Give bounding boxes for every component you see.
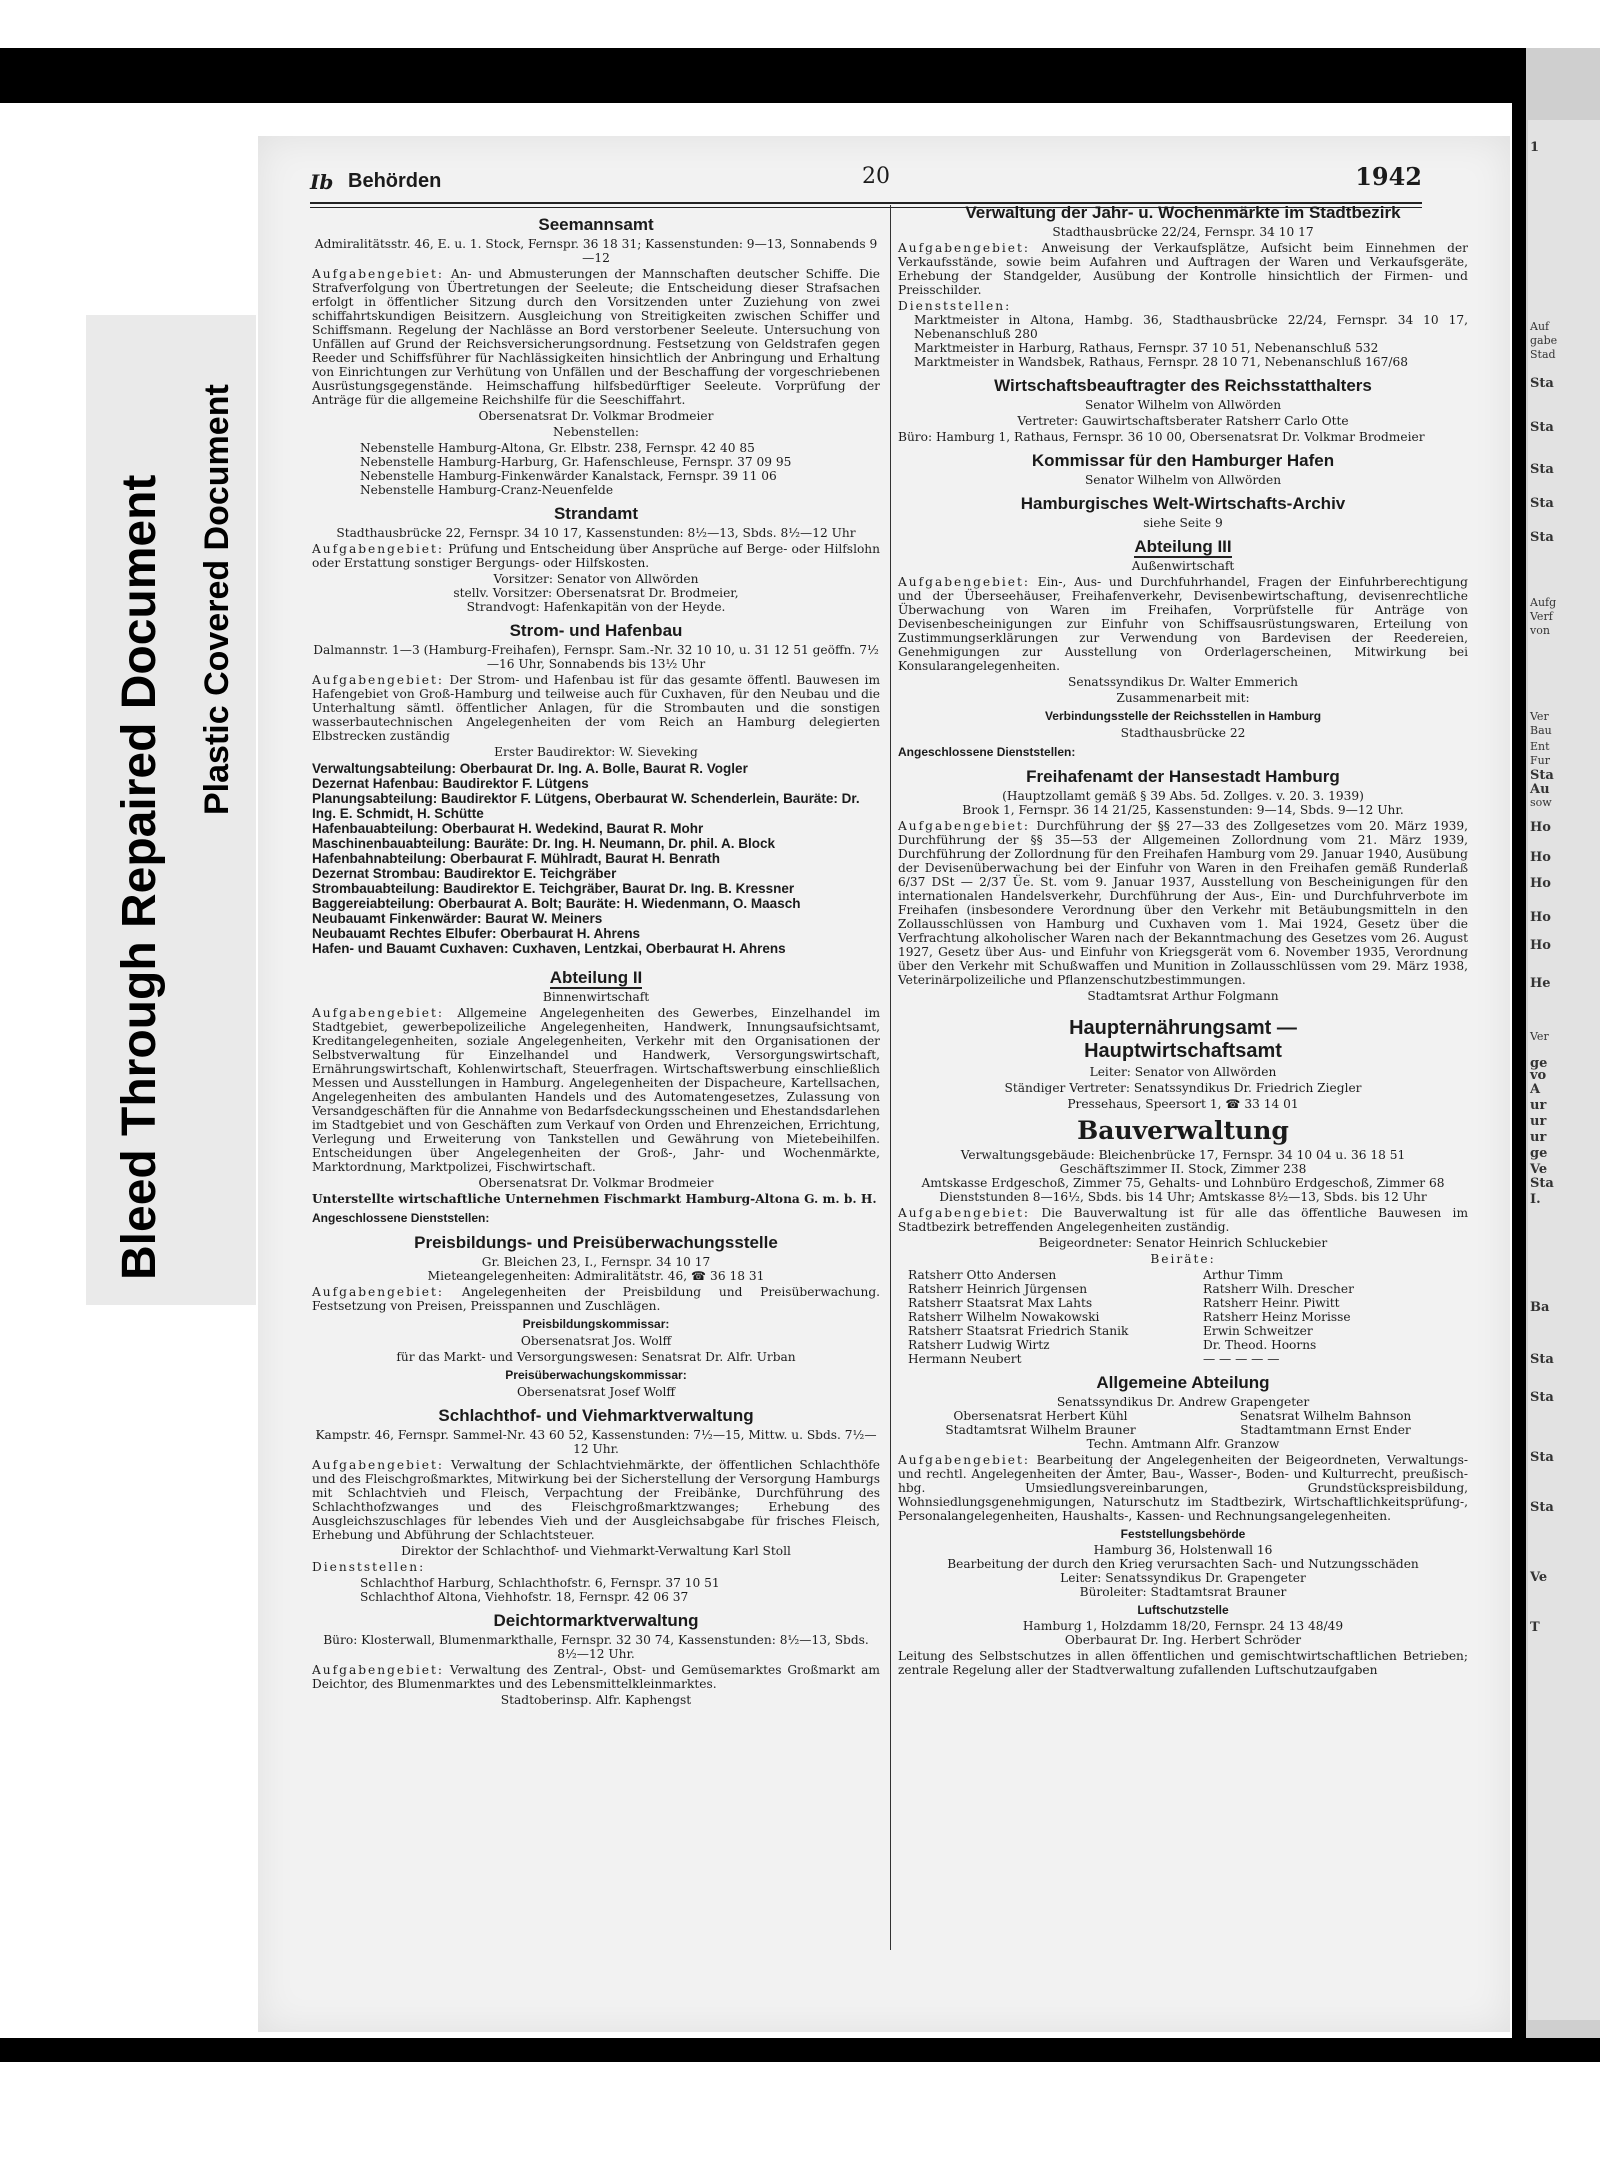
leader: Leiter: Senatssyndikus Dr. Grapengeter [1060, 1571, 1306, 1585]
header-year: 1942 [1355, 162, 1422, 191]
department-item: Strombauabteilung: Baudirektor E. Teichgräber, Baurat Dr. Ing. B. Kressner [312, 881, 795, 896]
subheading: Zusammenarbeit mit: [1116, 691, 1250, 705]
adjacent-page-fragment: He [1530, 976, 1551, 991]
adjacent-page-fragment: Sta [1530, 496, 1554, 511]
department-item: Maschinenbauabteilung: Bauräte: Dr. Ing. H. Neumann, Dr. phil. A. Block [312, 836, 776, 851]
subheading: Angeschlossene Dienststellen: [312, 1211, 490, 1225]
adjacent-page-fragment: von [1530, 624, 1550, 637]
list-item: Dr. Theod. Hoorns [1203, 1338, 1317, 1352]
scan-border-bottom [0, 2038, 1600, 2062]
leader: Erster Baudirektor: W. Sieveking [494, 745, 698, 759]
label-bleed-through: Bleed Through Repaired Document [113, 474, 166, 1280]
adjacent-page-fragment: 1 [1530, 140, 1540, 155]
department-item: Neubauamt Finkenwärder: Baurat W. Meiners [312, 911, 603, 926]
subheading: Außenwirtschaft [1131, 559, 1235, 573]
adjacent-page-fragment: gabe [1530, 334, 1558, 347]
subsidiary: Unterstellte wirtschaftliche Unternehmen Fischmarkt Hamburg-Altona G. m. b. H. [312, 1192, 877, 1206]
list-item: Nebenstelle Hamburg-Harburg, Gr. Hafenschleuse, Fernspr. 37 09 95 [360, 455, 792, 469]
adjacent-page [1528, 120, 1600, 2020]
heading-seemannsamt: Seemannsamt [538, 215, 654, 234]
list-item: Marktmeister in Wandsbek, Rathaus, Fernspr. 28 10 71, Nebenanschluß 167/68 [914, 355, 1408, 369]
department-item: Dezernat Hafenbau: Baudirektor F. Lütgens [312, 776, 589, 791]
address: Stadthausbrücke 22, Fernspr. 34 10 17, Kassenstunden: 8½—13, Sbds. 8½—12 Uhr [336, 526, 856, 540]
adjacent-page-fragment: Ver [1530, 710, 1549, 723]
list-item: Ratsherr Heinrich Jürgensen [908, 1282, 1088, 1296]
paragraph: Aufgabengebiet: Verwaltung des Zentral-, Obst- und Gemüsemarktes Großmarkt am Deichtor, des Blumenmarktes und des Lebensmittelkleinmarktes. [312, 1663, 880, 1691]
address: Kampstr. 46, Fernspr. Sammel-Nr. 43 60 52, Kassenstunden: 7½—15, Mittw. u. Sbds. 7½—12 Uhr. [315, 1428, 877, 1456]
paragraph: Aufgabengebiet: Angelegenheiten der Preisbildung und Preisüberwachung. Festsetzung von Preisen, Preisspannen und Zuschlägen. [312, 1285, 881, 1313]
adjacent-page-fragment: Ho [1530, 850, 1551, 865]
heading-feststellungsbehoerde: Feststellungsbehörde [1120, 1527, 1246, 1541]
adjacent-page-fragment: Ver [1530, 1030, 1549, 1043]
address: Admiralitätsstr. 46, E. u. 1. Stock, Fernspr. 36 18 31; Kassenstunden: 9—13, Sonnabends 9—12 [314, 237, 878, 265]
adjacent-page-fragment: Ve [1530, 1570, 1548, 1585]
header-title: Behörden [348, 170, 442, 192]
adjacent-page-fragment: Fur [1530, 754, 1550, 767]
page-number: 20 [862, 164, 890, 189]
leader: Senatssyndikus Dr. Andrew Grapengeter [1056, 1395, 1310, 1409]
subheading: Nebenstellen: [552, 425, 640, 439]
left-column [312, 208, 880, 1709]
label-plastic-covered: Plastic Covered Document [198, 384, 236, 815]
list-item: Erwin Schweitzer [1203, 1324, 1313, 1338]
department-item: Neubauamt Rechtes Elbufer: Oberbaurat H. Ahrens [312, 926, 641, 941]
section-mark: Ib [310, 170, 334, 194]
heading-abteilung-3: Abteilung III [1134, 537, 1232, 556]
heading-hauptern-aehrungsamt: Haupternährungsamt — Hauptwirtschaftsamt [1069, 1017, 1297, 1062]
heading-deichtormarkt: Deichtormarktverwaltung [493, 1611, 699, 1630]
address: Mieteangelegenheiten: Admiralitätstr. 46, ☎ 36 18 31 [427, 1269, 765, 1283]
heading-strom-hafenbau: Strom- und Hafenbau [509, 621, 683, 640]
list-item: Ratsherr Staatsrat Friedrich Stanik [908, 1324, 1129, 1338]
adjacent-page-fragment: Sta [1530, 1450, 1554, 1465]
subheading: Dienststellen: [312, 1560, 426, 1574]
beiraete-right [1173, 1268, 1468, 1366]
adjacent-page-fragment: A [1530, 1082, 1541, 1097]
address: Stadthausbrücke 22 [1120, 726, 1246, 740]
column-divider [890, 205, 891, 1950]
adjacent-page-fragment: Auf [1530, 320, 1550, 333]
subheading: Dienststellen: [898, 299, 1012, 313]
department-item: Baggereiabteilung: Oberbaurat A. Bolt; Bauräte: H. Wiedenmann, O. Maasch [312, 896, 801, 911]
adjacent-page-fragment: T [1530, 1620, 1540, 1635]
adjacent-page-fragment: Ho [1530, 876, 1551, 891]
adjacent-page-fragment: ur [1530, 1098, 1547, 1113]
list-item: Nebenstelle Hamburg-Altona, Gr. Elbstr. 238, Fernspr. 42 40 85 [360, 441, 755, 455]
reference: siehe Seite 9 [1143, 516, 1223, 530]
adjacent-page-fragment: Sta [1530, 1352, 1554, 1367]
list-item: Nebenstelle Hamburg-Finkenwärder Kanalstack, Fernspr. 39 11 06 [360, 469, 777, 483]
person: Büroleiter: Stadtamtsrat Brauner [1079, 1585, 1287, 1599]
list-item: Marktmeister in Harburg, Rathaus, Fernspr. 37 10 51, Nebenanschluß 532 [914, 341, 1379, 355]
department-item: Verwaltungsabteilung: Oberbaurat Dr. Ing. A. Bolle, Baurat R. Vogler [312, 761, 748, 776]
subheading: Preisbildungskommissar: [522, 1317, 670, 1331]
paragraph: Aufgabengebiet: Anweisung der Verkaufsplätze, Aufsicht beim Einnehmen der Verkaufsstände, sowie beim Aufahren und Auftragen der Waren und Verkaufsgeräte, Erhebung der Standgelder, Ausübung der Kontrolle hinsichtlich der Firmen- und Preisschilder. [898, 241, 1468, 297]
adjacent-page-fragment: I. [1530, 1192, 1541, 1207]
subheading: Beiräte: [1150, 1252, 1216, 1266]
department-item: Hafenbauabteilung: Oberbaurat H. Wedekind, Baurat R. Mohr [312, 821, 704, 836]
adjacent-page-fragment: Sta [1530, 462, 1554, 477]
paragraph: Leitung des Selbstschutzes in allen öffentlichen und gemischtwirtschaftlichen Betrieben; zentrale Regelung aller der Stadtverwaltung zufallenden Luftschutzaufgaben [898, 1649, 1468, 1677]
list-item: Schlachthof Altona, Viehhofstr. 18, Fernspr. 42 06 37 [360, 1590, 689, 1604]
address: Hamburg 36, Holstenwall 16 [1093, 1543, 1273, 1557]
heading-freihafenamt: Freihafenamt der Hansestadt Hamburg [1026, 767, 1340, 786]
leader: Oberbaurat Dr. Ing. Herbert Schröder [1064, 1633, 1302, 1647]
list-item: Hermann Neubert [908, 1352, 1022, 1366]
adjacent-page-fragment: Ent [1530, 740, 1550, 753]
list-item: Ratsherr Otto Andersen [908, 1268, 1057, 1282]
address: Amtskasse Erdgeschoß, Zimmer 75, Gehalts- und Lohnbüro Erdgeschoß, Zimmer 68 [921, 1176, 1445, 1190]
address: Gr. Bleichen 23, I., Fernspr. 34 10 17 [481, 1255, 711, 1269]
address: Pressehaus, Speersort 1, ☎ 33 14 01 [1067, 1097, 1299, 1111]
adjacent-page-fragment: ge [1530, 1056, 1548, 1071]
adjacent-page-fragment: vo [1530, 1068, 1547, 1083]
adjacent-page-fragment: Stad [1530, 348, 1556, 361]
subheading: Angeschlossene Dienststellen: [898, 745, 1076, 759]
person: Strandvogt: Hafenkapitän von der Heyde. [466, 600, 726, 614]
leader: Senator Wilhelm von Allwörden [1084, 473, 1282, 487]
department-item: Dezernat Strombau: Baudirektor E. Teichgräber [312, 866, 617, 881]
leader: Direktor der Schlachthof- und Viehmarkt-Verwaltung Karl Stoll [401, 1544, 791, 1558]
paragraph: Aufgabengebiet: Allgemeine Angelegenheiten des Gewerbes, Einzelhandel im Stadtgebiet, gewerbepolizeiliche Angelegenheiten, Handwerk, Innungsaufsichtsamt, Kreditangelegenheiten, soziale Angelegenheiten, Verkehr mit den Organisationen der Selbstverwaltung für Einzelhandel und Handwerk, Versorgungswirtschaft, Ernährungswirtschaft, Kohlenwirtschaft, Steuerfragen. Wirtschaftswerbung einschließlich Messen und Ausstellungen in Hamburg. Angelegenheiten der Dispacheure, Kartellsachen, Angelegenheiten des ambulanten Handels und des Automatengesetzes, Zulassung von Versandgeschäften für die Annahme von Bedarfsdeckungsscheinen und Ehestandsdarlehen im Stadtgebiet und von Geschäften zum Verkauf von Orden und Ehrenzeichen, Errichtung, Verlegung und Erweiterung von Tankstellen und Gewährung von Mietebeihilfen. Entscheidungen über Angelegenheiten der Groß-, Jahr- und Wochenmärkte, Marktordnung, Marktpolizei, Fischwirtschaft. [312, 1006, 881, 1174]
subheading: Binnenwirtschaft [542, 990, 650, 1004]
person: Vorsitzer: Senator von Allwörden [493, 572, 699, 586]
adjacent-page-fragment: Au [1530, 782, 1550, 797]
office: Büro: Hamburg 1, Rathaus, Fernspr. 36 10 00, Obersenatsrat Dr. Volkmar Brodmeier [898, 430, 1425, 444]
subheading: Preisüberwachungskommissar: [505, 1368, 687, 1382]
person: Obersenatsrat Jos. Wolff [520, 1334, 672, 1348]
person: Obersenatsrat Josef Wolff [516, 1385, 676, 1399]
heading-allgemeine-abteilung: Allgemeine Abteilung [1096, 1373, 1270, 1392]
adjacent-page-fragment: Aufg [1530, 596, 1557, 609]
subheading: Verbindungsstelle der Reichsstellen in Hamburg [1044, 709, 1322, 723]
adjacent-page-fragment: ur [1530, 1114, 1547, 1129]
leader: Senator Wilhelm von Allwörden [1084, 398, 1282, 412]
list-item: Ratsherr Ludwig Wirtz [908, 1338, 1050, 1352]
adjacent-page-fragment: Ba [1530, 1300, 1550, 1315]
person: Senatsrat Wilhelm Bahnson [1239, 1409, 1412, 1423]
person: Ständiger Vertreter: Senatssyndikus Dr. Friedrich Ziegler [1004, 1081, 1362, 1095]
adjacent-page-fragment: Sta [1530, 1390, 1554, 1405]
paragraph: Aufgabengebiet: Durchführung der §§ 27—33 des Zollgesetzes vom 20. März 1939, Durchführung der §§ 35—53 der Allgemeinen Zollordnung vom 21. März 1939, Durchführung der Zollordnung für den Freihafen Hamburg vom 29. Januar 1940, Ausübung der Devisenüberwachung bei der Einfuhr von Waren in den Freihafen gemäß Runderlaß 6/37 DSt — 2/37 Üe. St. vom 9. Januar 1937, Ausstellung von Bescheinigungen für den internationalen Handelsverkehr, Durchführung der Aus-, Ein- und Durchfuhrverbote im Freihafen (insbesondere Verordnung über den Verkehr mit Betäubungsmitteln in den Zollausschlüssen von Hamburg und Cuxhaven vom 1. Mai 1924, Gesetz über die Verfrachtung alkoholischer Waren nach der Bekanntmachung des Gesetzes vom 26. August 1927, Gesetz über Aus- und Einfuhr von Kriegsgerät vom 6. November 1935, Verordnung über den Verkehr mit Schußwaffen und Munition in Zollausschlüssen vom 29. März 1938, Veterinärpolizeiliche und Pflanzenschutzbestimmungen. [898, 819, 1468, 987]
adjacent-page-fragment: Bau [1530, 724, 1552, 737]
list-item: Ratsherr Wilh. Drescher [1203, 1282, 1354, 1296]
list-item: Marktmeister in Altona, Hambg. 36, Stadthausbrücke 22/24, Fernspr. 34 10 17, Nebenanschluß 280 [914, 313, 1468, 341]
department-item: Planungsabteilung: Baudirektor F. Lütgens, Oberbaurat W. Schenderlein, Bauräte: Dr. Ing. E. Schmidt, H. Schütte [312, 791, 860, 821]
heading-welt-wirtschafts-archiv: Hamburgisches Welt-Wirtschafts-Archiv [1020, 494, 1346, 513]
paragraph: Aufgabengebiet: Prüfung und Entscheidung über Ansprüche auf Berge- oder Hilfslohn oder Erstattung sonstiger Bergungs- oder Hilfskosten. [312, 542, 880, 570]
note: (Hauptzollamt gemäß § 39 Abs. 5d. Zollges. v. 20. 3. 1939) [1002, 789, 1364, 803]
adjacent-page-fragment: Sta [1530, 376, 1554, 391]
page-header [310, 160, 1422, 200]
paragraph: Aufgabengebiet: An- und Abmusterungen der Mannschaften deutscher Schiffe. Die Strafverfolgung von Übertretungen der Seeleute; die Entscheidung dieser Strafsachen erfolgt in öffentlicher Sitzung durch den Vorsitzenden unter Zuziehung von zwei schiffahrtskundigen Beisitzern. Ausgleichung von Streitigkeiten zwischen Schiffer und Schiffsmann. Regelung der Nachlässe an Bord verstorbener Seeleute. Untersuchung von Unfällen auf Grund der Reichsversicherungsordnung. Festsetzung von Geldstrafen gegen Reeder und Schiffsführer für Nachlässigkeiten hinsichtlich der Anbringung und Erhaltung von Einrichtungen zur Verhütung von Unfällen und der Beschaffung der vorgeschriebenen Ausrüstungsgegenstände. Heimschaffung hilfsbedürftiger Seeleute. Vorprüfung der Anträge für die allgemeine Reichshilfe für die Seeschiffahrt. [312, 267, 880, 407]
adjacent-page-fragment: sow [1530, 796, 1552, 809]
scan-border-top [0, 48, 1600, 103]
address: Geschäftszimmer II. Stock, Zimmer 238 [1059, 1162, 1307, 1176]
list-item: Ratsherr Heinr. Piwitt [1203, 1296, 1340, 1310]
leader: Stadtamtsrat Arthur Folgmann [1087, 989, 1279, 1003]
list-item: Ratsherr Heinz Morisse [1203, 1310, 1351, 1324]
department-list [312, 761, 880, 956]
list-item: — — — — — [1203, 1352, 1280, 1366]
beiraete-left [898, 1268, 1173, 1366]
beiraete-list [898, 1268, 1468, 1366]
person: Obersenatsrat Herbert Kühl [953, 1409, 1128, 1423]
adjacent-page-fragment: ur [1530, 1130, 1547, 1145]
person: Techn. Amtmann Alfr. Granzow [1086, 1437, 1280, 1451]
heading-preisbildung: Preisbildungs- und Preisüberwachungsstelle [414, 1233, 778, 1252]
list-item: Ratsherr Wilhelm Nowakowski [908, 1310, 1100, 1324]
adjacent-page-fragment: Sta [1530, 768, 1554, 783]
paragraph: Aufgabengebiet: Verwaltung der Schlachtviehmärkte, der öffentlichen Schlachthöfe und des Fleischgroßmarktes, Mitwirkung bei der Sicherstellung der Versorgung Hamburgs mit Schlachtvieh und Fleisch, Verpachtung der Freibänke, Durchführung des Schlachthofzwanges und des Fleischgroßmarktzwanges; Erhebung des Ausgleichszuschlages für lebendes Vieh und der Ausgleichsabgabe für frisches Fleisch, Erhebung und Abführung der Schlachtsteuer. [312, 1458, 881, 1542]
adjacent-page-fragment: Ho [1530, 820, 1551, 835]
adjacent-page-fragment: Sta [1530, 1500, 1554, 1515]
person: stellv. Vorsitzer: Obersenatsrat Dr. Brodmeier, [453, 586, 739, 600]
leader: Stadtoberinsp. Alfr. Kaphengst [500, 1693, 692, 1707]
adjacent-page-fragment: Sta [1530, 530, 1554, 545]
paragraph: Aufgabengebiet: Der Strom- und Hafenbau ist für das gesamte öffentl. Bauwesen im Hafengebiet von Groß-Hamburg und teilweise auch für Cuxhaven, für den Neubau und die Unterhaltung sämtl. öffentlicher Anlagen, für die Strombauten und die sonstigen wasserbautechnischen Angelegenheiten der vom Reich an Hamburg delegierten Elbstrecken zuständig [312, 673, 880, 743]
heading-abteilung-2: Abteilung II [549, 968, 643, 987]
person: Beigeordneter: Senator Heinrich Schluckebier [1038, 1236, 1328, 1250]
paragraph: Aufgabengebiet: Ein-, Aus- und Durchfuhrhandel, Fragen der Einfuhrberechtigung und der Überseehäuser, Freihafenverkehr, Devisenbewirtschaftung, devisenrechtliche Überwachung von Waren im Freihafen, Vorprüfstelle für Anträge von Devisenbescheinigungen zur Einfuhr von Schiffsausrüstungswaren, Erteilung von Zustimmungserklärungen zur Verwendung von Bardevisen der Reedereien, Genehmigungen zur Ausstellung von Orderlagerscheinen, Mitwirkung bei Konsularangelegenheiten. [898, 575, 1468, 673]
address: Hamburg 1, Holzdamm 18/20, Fernspr. 24 13 48/49 [1022, 1619, 1344, 1633]
person: für das Markt- und Versorgungswesen: Senatsrat Dr. Alfr. Urban [396, 1350, 796, 1364]
leader: Obersenatsrat Dr. Volkmar Brodmeier [478, 409, 714, 423]
person: Stadtamtmann Ernst Ender [1240, 1423, 1411, 1437]
adjacent-page-fragment: Verf [1530, 610, 1553, 623]
heading-luftschutzstelle: Luftschutzstelle [1137, 1603, 1229, 1617]
adjacent-page-fragment: ge [1530, 1146, 1548, 1161]
list-item: Nebenstelle Hamburg-Cranz-Neuenfelde [360, 483, 614, 497]
leader: Leiter: Senator von Allwörden [1089, 1065, 1277, 1079]
paragraph: Aufgabengebiet: Bearbeitung der Angelegenheiten der Beigeordneten, Verwaltungs- und rechtl. Angelegenheiten der Ämter, Bau-, Wasser-, Boden- und Kulturrecht, preußisch-hbg. Umsiedlungsvereinbarungen, Grundstückspreisbildung, Wohnsiedlungsgenehmigungen, Naturschutz im Stadtbezirk, Wirtschaftlichkeitsprüfung-, Personalangelegenheiten, Haushalts-, Kassen- und Rechnungsangelegenheiten. [898, 1453, 1468, 1523]
staff-row [898, 1409, 1468, 1423]
heading-strandamt: Strandamt [553, 504, 639, 523]
adjacent-page-fragment: Ho [1530, 910, 1551, 925]
list-item: Arthur Timm [1203, 1268, 1284, 1282]
address: Dalmannstr. 1—3 (Hamburg-Freihafen), Fernspr. Sam.-Nr. 32 10 10, u. 31 12 51 geöffn. 7½—16 Uhr, Sonnabends bis 13½ Uhr [313, 643, 879, 671]
heading-bauverwaltung: Bauverwaltung [1077, 1116, 1289, 1145]
adjacent-page-fragment: Sta [1530, 1176, 1554, 1191]
address: Dienststunden 8—16½, Sbds. bis 14 Uhr; Amtskasse 8½—13, Sbds. bis 12 Uhr [939, 1190, 1427, 1204]
adjacent-page-fragment: Ve [1530, 1162, 1548, 1177]
list-item: Ratsherr Staatsrat Max Lahts [908, 1296, 1093, 1310]
heading-maerkte: Verwaltung der Jahr- u. Wochenmärkte im Stadtbezirk [965, 203, 1401, 222]
department-item: Hafen- und Bauamt Cuxhaven: Cuxhaven, Lentzkai, Oberbaurat H. Ahrens [312, 941, 786, 956]
leader: Obersenatsrat Dr. Volkmar Brodmeier [478, 1176, 714, 1190]
address: Verwaltungsgebäude: Bleichenbrücke 17, Fernspr. 34 10 04 u. 36 18 51 [960, 1148, 1406, 1162]
department-item: Hafenbahnabteilung: Oberbaurat F. Mühlradt, Baurat H. Benrath [312, 851, 721, 866]
address: Büro: Klosterwall, Blumenmarkthalle, Fernspr. 32 30 74, Kassenstunden: 8½—13, Sbds. 8½—12 Uhr. [323, 1633, 869, 1661]
list-item: Schlachthof Harburg, Schlachthofstr. 6, Fernspr. 37 10 51 [360, 1576, 720, 1590]
person: Stadtamtsrat Wilhelm Brauner [945, 1423, 1136, 1437]
paragraph: Bearbeitung der durch den Krieg verursachten Sach- und Nutzungsschäden [947, 1557, 1419, 1571]
staff-row [898, 1423, 1468, 1437]
address: Stadthausbrücke 22/24, Fernspr. 34 10 17 [1052, 225, 1314, 239]
adjacent-page-fragment: Sta [1530, 420, 1554, 435]
leader: Senatssyndikus Dr. Walter Emmerich [1068, 675, 1298, 689]
person: Vertreter: Gauwirtschaftsberater Ratsherr Carlo Otte [1017, 414, 1349, 428]
heading-wirtschaftsbeauftragter: Wirtschaftsbeauftragter des Reichsstatthalters [994, 376, 1372, 395]
heading-kommissar-hafen: Kommissar für den Hamburger Hafen [1031, 451, 1335, 470]
right-column [898, 196, 1468, 1679]
adjacent-page-fragment: Ho [1530, 938, 1551, 953]
heading-schlachthof: Schlachthof- und Viehmarktverwaltung [438, 1406, 754, 1425]
paragraph: Aufgabengebiet: Die Bauverwaltung ist für alle das öffentliche Bauwesen im Stadtbezirk betreffenden Angelegenheiten zuständig. [898, 1206, 1469, 1234]
address: Brook 1, Fernspr. 36 14 21/25, Kassenstunden: 9—14, Sbds. 9—12 Uhr. [962, 803, 1404, 817]
